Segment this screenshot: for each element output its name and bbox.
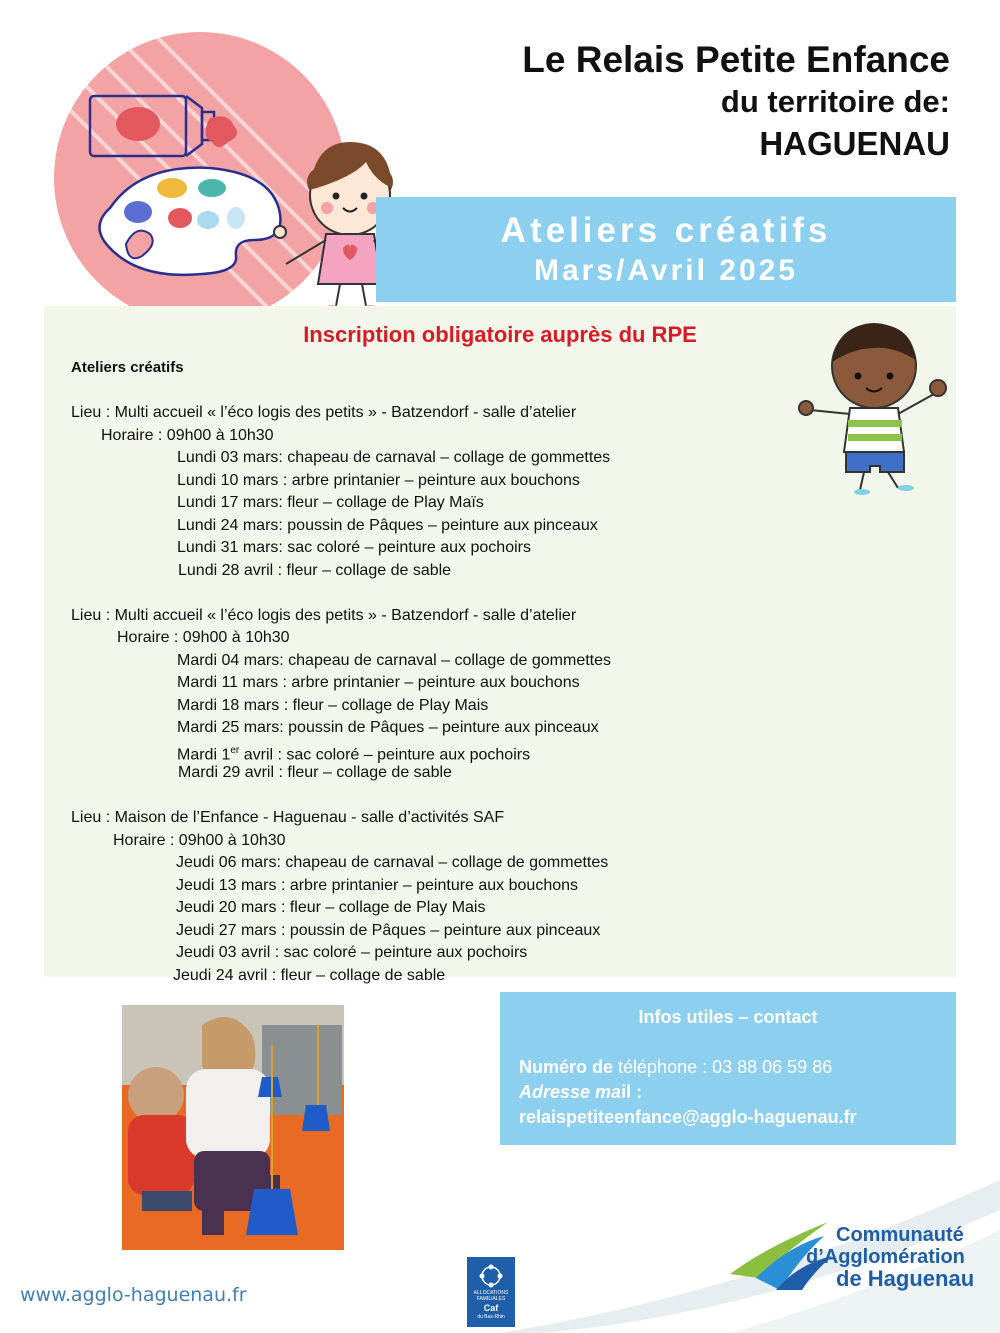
contact-box <box>500 992 956 1145</box>
session-line: Lundi 03 mars: chapeau de carnaval – collage de gommettes <box>177 449 611 466</box>
banner-title: Ateliers créatifs <box>500 211 832 250</box>
horaire-line: Horaire : 09h00 à 10h30 <box>101 427 274 444</box>
agglo-line3: de Haguenau <box>836 1266 975 1291</box>
agglo-line2: d’Agglomération <box>806 1246 965 1268</box>
children-photo-art <box>122 1005 344 1250</box>
page-header <box>522 38 950 166</box>
header-title: Le Relais Petite Enfance <box>522 39 950 80</box>
session-line: Jeudi 24 avril : fleur – collage de sable <box>173 967 446 984</box>
session-line: Lundi 17 mars: fleur – collage de Play Maïs <box>177 494 484 511</box>
contact-title: Infos utiles – contact <box>638 1007 818 1027</box>
caf-logo <box>467 1257 515 1327</box>
session-line: Jeudi 20 mars : fleur – collage de Play Mais <box>176 899 486 916</box>
session-line: Jeudi 27 mars : poussin de Pâques – peinture aux pinceaux <box>176 922 601 939</box>
caf-emblem-icon <box>467 1261 515 1291</box>
session-line: Lundi 31 mars: sac coloré – peinture aux pochoirs <box>177 539 531 556</box>
email-label-a: Adresse ma <box>519 1082 622 1102</box>
ordinal-suffix: er <box>230 745 240 756</box>
session-line: Mardi 25 mars: poussin de Pâques – peinture aux pinceaux <box>177 719 599 736</box>
session-line: Lundi 24 mars: poussin de Pâques – peinture aux pinceaux <box>177 517 598 534</box>
session-line: Mardi 11 mars : arbre printanier – peinture aux bouchons <box>177 674 580 691</box>
session-line: Lundi 10 mars : arbre printanier – peinture aux bouchons <box>177 472 580 489</box>
session-line: Jeudi 03 avril : sac coloré – peinture aux pochoirs <box>176 944 528 961</box>
title-banner <box>376 197 956 302</box>
session-line: Mardi 29 avril : fleur – collage de sable <box>178 764 452 781</box>
session-line: Lundi 28 avril : fleur – collage de sable <box>178 562 452 579</box>
phone-line <box>519 1057 832 1078</box>
horaire-line: Horaire : 09h00 à 10h30 <box>113 832 286 849</box>
caf-sub: du Bas-Rhin <box>477 1314 505 1320</box>
lieu-line: Lieu : Maison de l’Enfance - Haguenau - salle d’activités SAF <box>71 809 505 826</box>
painting-illustration <box>40 20 400 310</box>
session-line: Jeudi 13 mars : arbre printanier – peinture aux bouchons <box>176 877 579 894</box>
inscription-notice: Inscription obligatoire auprès du RPE <box>303 322 697 347</box>
caf-line2: FAMILIALES <box>476 1296 506 1302</box>
header-city: HAGUENAU <box>759 125 950 162</box>
session-line: Mardi 04 mars: chapeau de carnaval – collage de gommettes <box>177 652 612 669</box>
session-line: Jeudi 06 mars: chapeau de carnaval – collage de gommettes <box>176 854 609 871</box>
children-photo <box>122 1005 344 1250</box>
horaire-line: Horaire : 09h00 à 10h30 <box>117 629 290 646</box>
email-label-b: il : <box>621 1082 643 1102</box>
session-day: Mardi 1 <box>177 746 231 764</box>
lieu-line: Lieu : Multi accueil « l’éco logis des petits » - Batzendorf - salle d’atelier <box>71 404 577 421</box>
caf-line1: ALLOCATIONS <box>473 1290 509 1296</box>
section-label: Ateliers créatifs <box>71 359 184 376</box>
header-subtitle: du territoire de: <box>720 84 950 119</box>
website-link[interactable]: www.agglo-haguenau.fr <box>20 1284 247 1306</box>
email-address[interactable]: relaispetiteenfance@agglo-haguenau.fr <box>519 1107 857 1127</box>
phone-label: Numéro de <box>519 1057 614 1077</box>
email-label-line <box>519 1082 642 1103</box>
lieu-line: Lieu : Multi accueil « l’éco logis des petits » - Batzendorf - salle d’atelier <box>71 607 577 624</box>
session-line: Mardi 18 mars : fleur – collage de Play Mais <box>177 697 489 714</box>
agglo-logo-text <box>806 1224 975 1291</box>
agglo-line1: Communauté <box>836 1224 964 1246</box>
phone-number: téléphone : 03 88 06 59 86 <box>613 1057 833 1077</box>
caf-name: Caf <box>483 1303 499 1313</box>
session-text: avril : sac coloré – peinture aux pochoirs <box>239 746 531 764</box>
banner-subtitle: Mars/Avril 2025 <box>533 254 799 287</box>
